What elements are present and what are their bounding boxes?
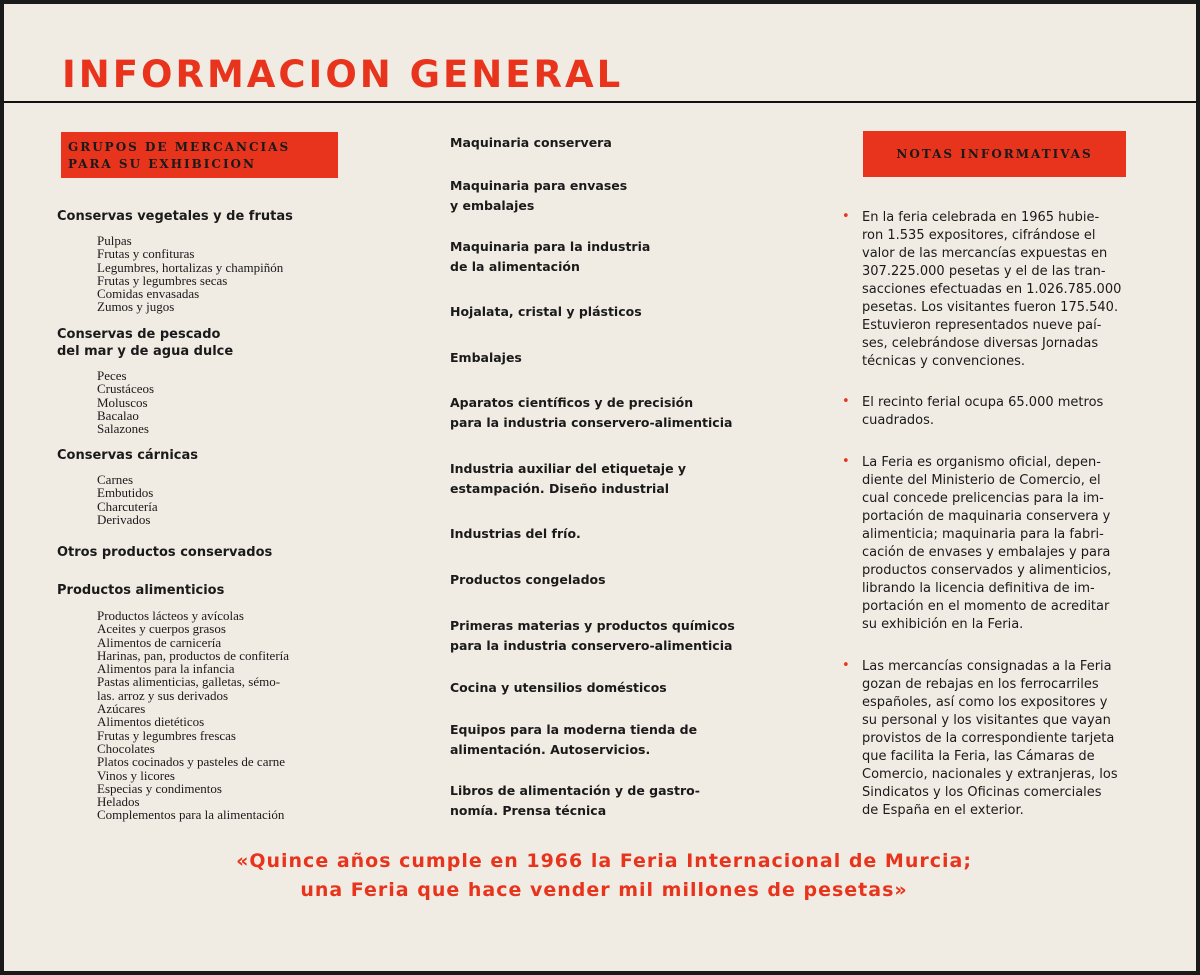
slogan: «Quince años cumple en 1966 la Feria Internacional de Murcia; una Feria que hace vender mil millones de pesetas» bbox=[236, 850, 972, 901]
list-item: Especias y condimentos bbox=[97, 780, 222, 796]
category-items bbox=[97, 369, 154, 435]
list-item: Peces bbox=[97, 368, 127, 383]
category-title: Conservas de pescado del mar y de agua dulce bbox=[57, 327, 234, 359]
list-item: Complementos para la alimentación bbox=[97, 807, 285, 823]
category-items bbox=[97, 609, 289, 822]
list-item: Productos lácteos y avícolas bbox=[97, 608, 244, 623]
category-title: Otros productos conservados bbox=[57, 545, 273, 560]
machinery-item: Hojalata, cristal y plásticos bbox=[450, 304, 642, 319]
bullet-icon: • bbox=[842, 454, 850, 469]
list-item: Legumbres, hortalizas y champiñón bbox=[97, 259, 284, 275]
category-title: Conservas vegetales y de frutas bbox=[57, 209, 293, 224]
machinery-item: Aparatos científicos y de precisión para la industria conservero-alimenticia bbox=[450, 395, 733, 430]
machinery-item: Embalajes bbox=[450, 350, 522, 365]
list-item: Harinas, pan, productos de confitería bbox=[97, 647, 290, 663]
list-item: Moluscos bbox=[97, 394, 148, 410]
bullet-icon: • bbox=[842, 658, 850, 673]
list-item: Derivados bbox=[97, 511, 151, 527]
note-text: El recinto ferial ocupa 65.000 metros cuadrados. bbox=[862, 395, 1104, 428]
list-item: Frutas y confituras bbox=[97, 246, 195, 262]
list-item: Pulpas bbox=[97, 233, 132, 248]
machinery-item: Maquinaria para envases y embalajes bbox=[450, 178, 628, 213]
list-item: Charcutería bbox=[97, 498, 158, 514]
list-item: Alimentos de carnicería bbox=[97, 634, 222, 650]
list-item: las. arroz y sus derivados bbox=[97, 687, 229, 703]
section-header-line: PARA SU EXHIBICION bbox=[68, 157, 256, 171]
note-text: La Feria es organismo oficial, depen- diente del Ministerio de Comercio, el cual concede prelicencias para la im- portación de maquinaria conservera y alimenticia; maquinaria para la fabri- cación de envases y embalajes y para productos conservados y alimenticios, librando la licencia definitiva de im- portación en el momento de acreditar su exhibición en la Feria. bbox=[862, 455, 1112, 632]
section-header-notes bbox=[863, 131, 1126, 177]
page-title: INFORMACION GENERAL bbox=[62, 53, 624, 96]
list-item: Salazones bbox=[97, 421, 149, 437]
list-item: Frutas y legumbres frescas bbox=[97, 727, 236, 743]
list-item: Platos cocinados y pasteles de carne bbox=[97, 754, 286, 770]
list-item: Crustáceos bbox=[97, 381, 155, 397]
list-item: Frutas y legumbres secas bbox=[97, 272, 228, 288]
list-item: Embutidos bbox=[97, 485, 154, 501]
list-item: Bacalao bbox=[97, 407, 139, 423]
machinery-item: Libros de alimentación y de gastro- nomía. Prensa técnica bbox=[450, 783, 700, 818]
category-title: Productos alimenticios bbox=[57, 583, 225, 598]
section-header-groups bbox=[61, 132, 338, 178]
list-item: Helados bbox=[97, 794, 140, 810]
category-title: Conservas cárnicas bbox=[57, 448, 199, 463]
machinery-item: Maquinaria para la industria de la alimentación bbox=[450, 239, 651, 274]
list-item: Comidas envasadas bbox=[97, 286, 200, 302]
note-text: Las mercancías consignadas a la Feria gozan de rebajas en los ferrocarriles españoles, así como los expositores y su personal y los visitantes que vayan provistos de la correspondiente tarjeta que facilita la Feria, las Cámaras de Comercio, nacionales y extranjeras, los Sindicatos y los Oficinas comerciales de España en el exterior. bbox=[862, 659, 1118, 818]
machinery-item: Primeras materias y productos químicos para la industria conservero-alimenticia bbox=[450, 618, 735, 653]
machinery-item: Industrias del frío. bbox=[450, 526, 581, 541]
category-items bbox=[97, 234, 283, 314]
machinery-item: Cocina y utensilios domésticos bbox=[450, 680, 667, 695]
note-text: En la feria celebrada en 1965 hubie- ron 1.535 expositores, cifrándose el valor de las mercancías expuestas en 307.225.000 pesetas y el de las tran- sacciones efectuadas en 1.026.785.000 pesetas. Los visitantes fueron 175.540. Estuvieron representados nueve paí- ses, celebrándose diversas Jornadas técnicas y convenciones. bbox=[862, 210, 1122, 369]
list-item: Alimentos dietéticos bbox=[97, 714, 205, 730]
list-item: Chocolates bbox=[97, 740, 155, 756]
section-header-line: GRUPOS DE MERCANCIAS bbox=[68, 140, 291, 154]
brochure-page bbox=[4, 4, 1196, 971]
section-header-label: NOTAS INFORMATIVAS bbox=[896, 146, 1093, 161]
list-item: Carnes bbox=[97, 472, 134, 487]
list-item: Aceites y cuerpos grasos bbox=[97, 621, 226, 637]
list-item: Zumos y jugos bbox=[97, 299, 175, 315]
list-item: Azúcares bbox=[97, 701, 146, 717]
bullet-icon: • bbox=[842, 394, 850, 409]
machinery-item: Maquinaria conservera bbox=[450, 135, 612, 150]
title-divider bbox=[4, 101, 1196, 103]
list-item: Pastas alimenticias, galletas, sémo- bbox=[97, 674, 281, 690]
machinery-item: Productos congelados bbox=[450, 572, 606, 587]
category-items bbox=[97, 473, 158, 526]
list-item: Vinos y licores bbox=[97, 767, 175, 783]
machinery-item: Equipos para la moderna tienda de alimentación. Autoservicios. bbox=[450, 722, 698, 757]
bullet-icon: • bbox=[842, 209, 850, 224]
list-item: Alimentos para la infancia bbox=[97, 661, 235, 677]
machinery-item: Industria auxiliar del etiquetaje y estampación. Diseño industrial bbox=[450, 461, 687, 496]
